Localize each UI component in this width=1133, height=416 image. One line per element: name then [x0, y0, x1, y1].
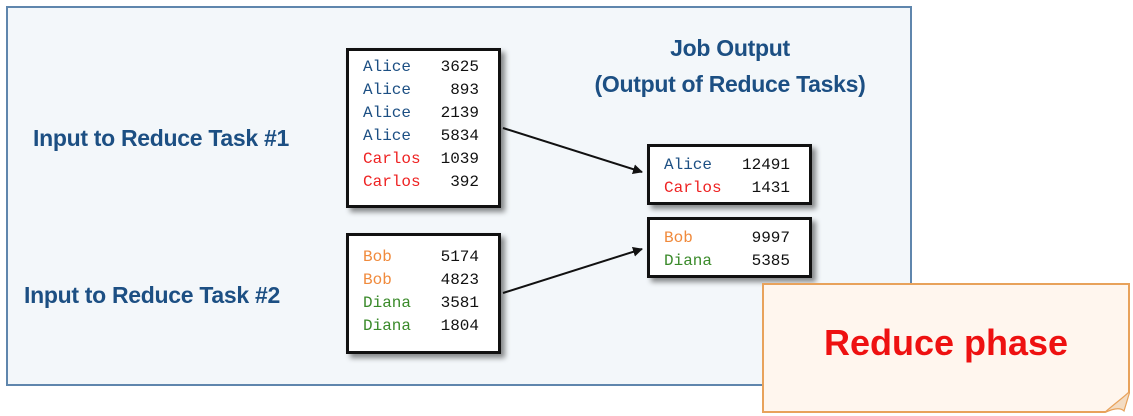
reduce-phase-note — [762, 283, 1130, 413]
record-key: Diana — [664, 252, 713, 270]
record-key: Carlos — [363, 173, 421, 191]
record-key: Bob — [363, 271, 392, 289]
record-value: 392 — [450, 173, 479, 191]
record-key: Carlos — [363, 150, 421, 168]
record-key: Diana — [363, 317, 412, 335]
record-key: Alice — [363, 104, 412, 122]
record-value: 1431 — [751, 179, 790, 197]
record-key: Bob — [664, 229, 693, 247]
record-key: Alice — [363, 58, 412, 76]
reduce-phase-label: Reduce phase — [823, 322, 1069, 363]
record-value: 1804 — [440, 317, 479, 335]
job-output-title-line1: Job Output — [670, 35, 790, 61]
record-key: Bob — [363, 248, 392, 266]
record-value: 9997 — [751, 229, 790, 247]
record-value: 2139 — [440, 104, 479, 122]
record-value: 12491 — [741, 156, 790, 174]
record-value: 893 — [450, 81, 479, 99]
record-key: Alice — [363, 81, 412, 99]
input-label-task-2: Input to Reduce Task #2 — [24, 282, 280, 308]
arrow-task2-to-output — [503, 249, 642, 293]
record-value: 5174 — [440, 248, 479, 266]
job-output-title-line2: (Output of Reduce Tasks) — [594, 71, 866, 97]
record-value: 3625 — [440, 58, 479, 76]
record-key: Carlos — [664, 179, 722, 197]
page-curl-icon — [1104, 391, 1130, 413]
record-value: 3581 — [440, 294, 479, 312]
input-label-task-1: Input to Reduce Task #1 — [33, 125, 289, 151]
record-key: Diana — [363, 294, 412, 312]
record-value: 5385 — [751, 252, 790, 270]
record-key: Alice — [363, 127, 412, 145]
record-value: 1039 — [440, 150, 479, 168]
arrow-task1-to-output — [503, 128, 642, 172]
record-key: Alice — [664, 156, 713, 174]
record-value: 5834 — [440, 127, 479, 145]
record-value: 4823 — [440, 271, 479, 289]
